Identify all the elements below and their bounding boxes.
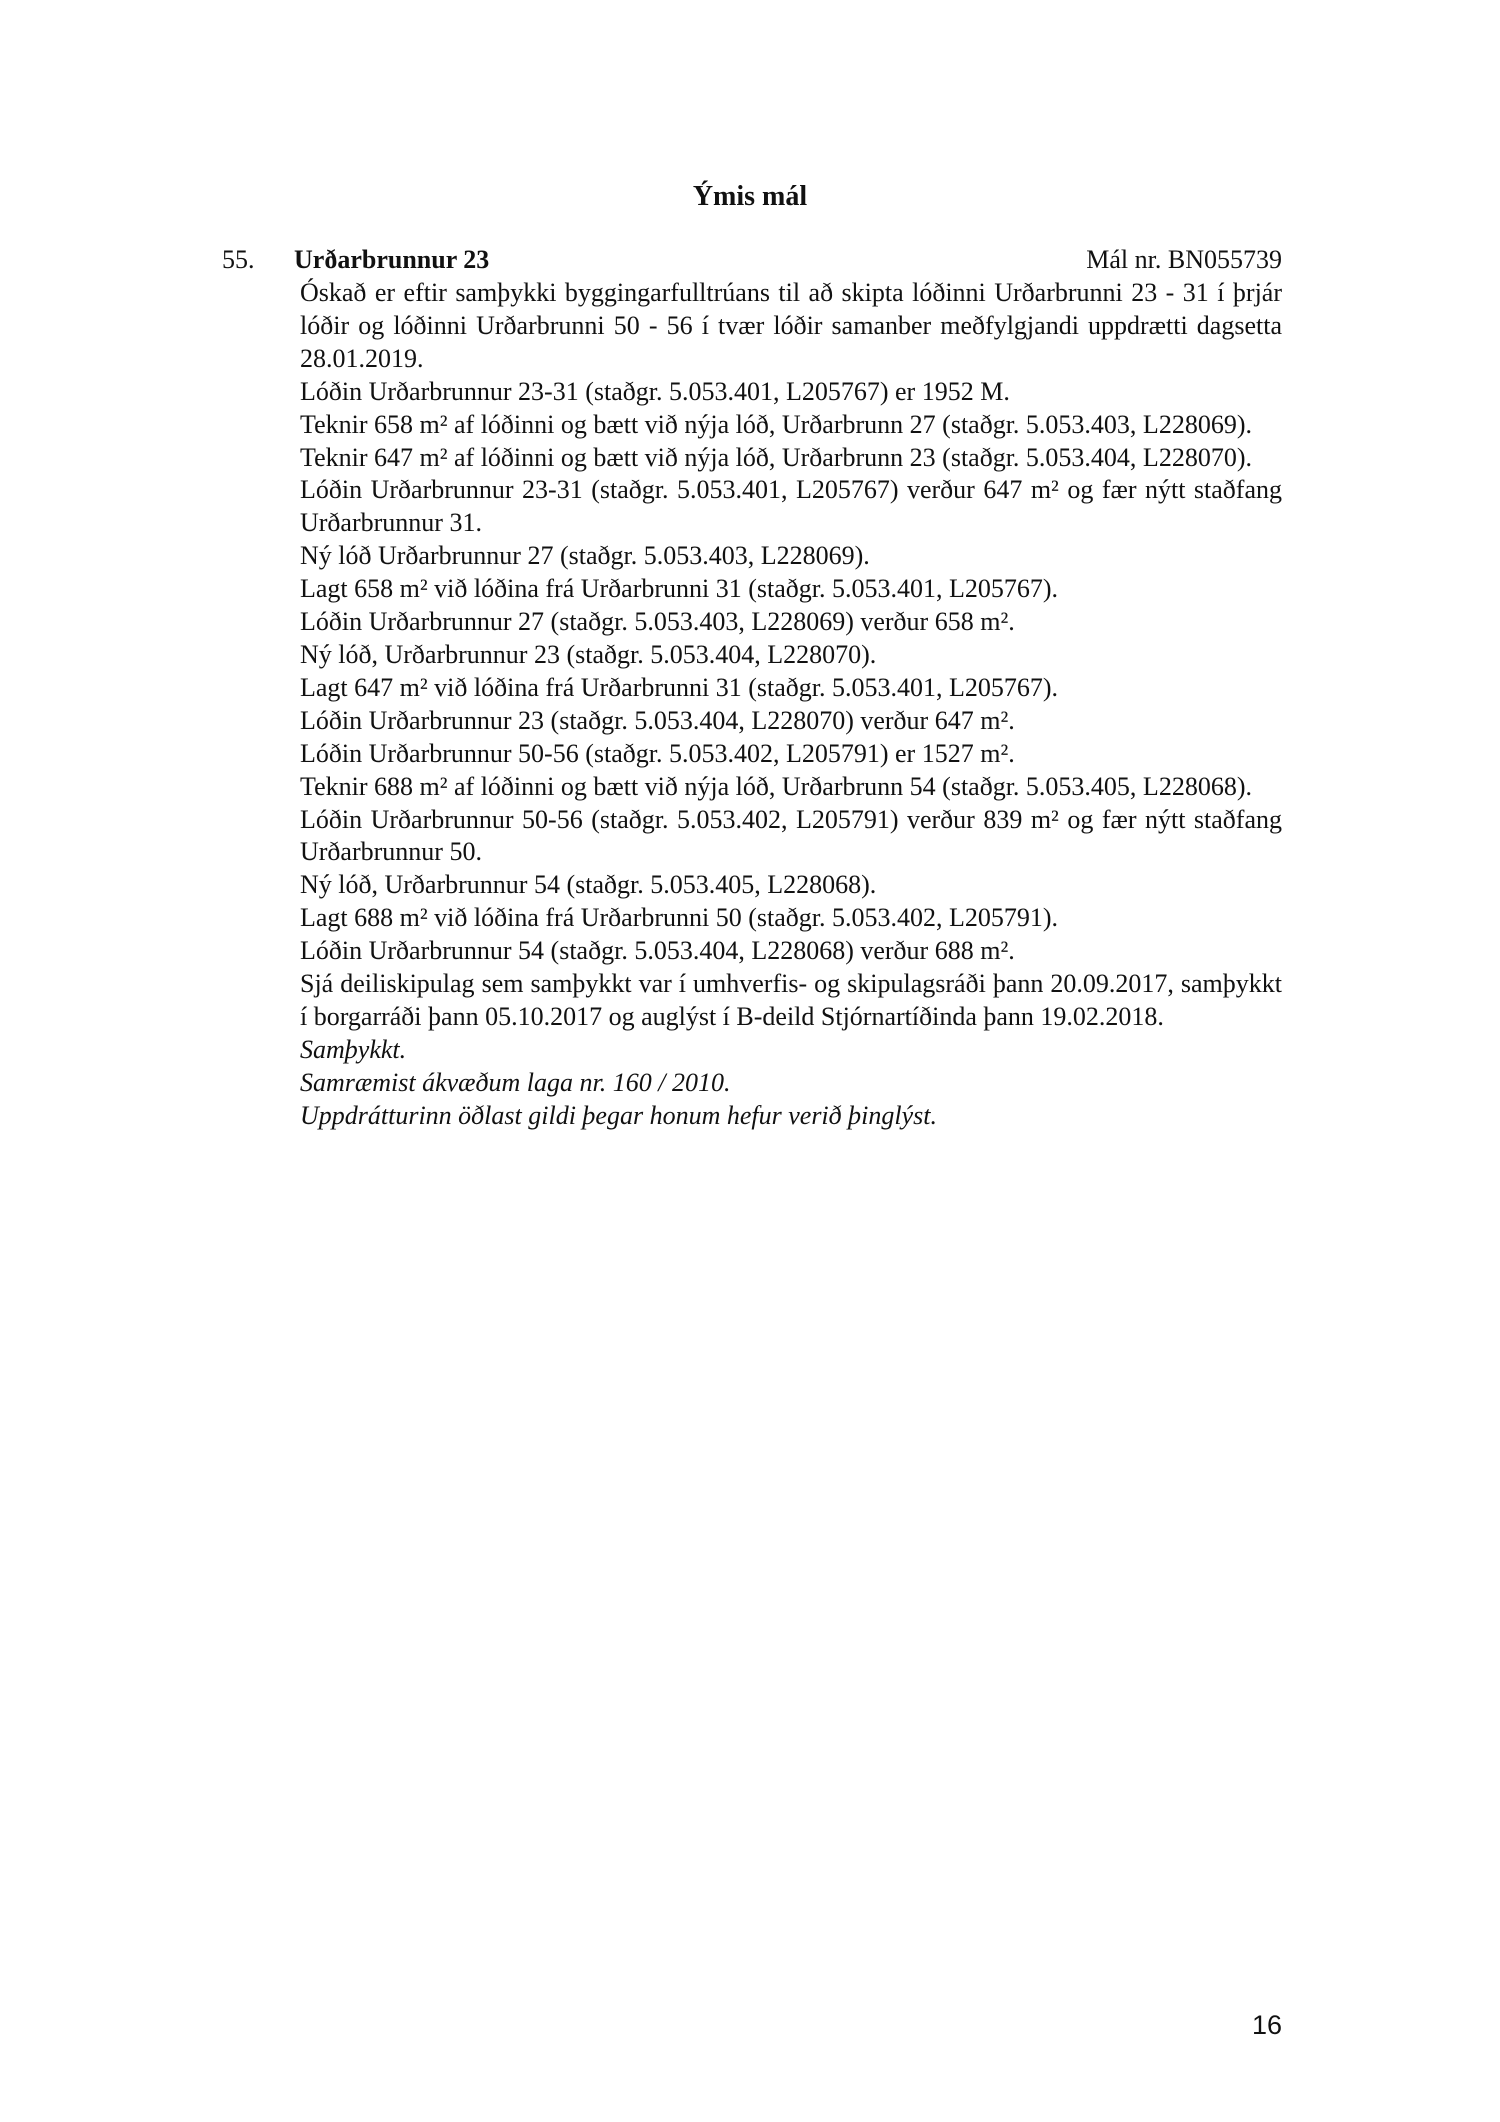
plot-line: Lóðin Urðarbrunnur 27 (staðgr. 5.053.403, L228069) verður 658 m². bbox=[300, 607, 1015, 637]
plot-line: Lóðin Urðarbrunnur 50-56 (staðgr. 5.053.402, L205791) verður 839 m² og fær nýtt staðfang Urðarbrunnur 50. bbox=[300, 804, 1282, 867]
case-number: Mál nr. BN055739 bbox=[1086, 245, 1282, 274]
plot-line: Lóðin Urðarbrunnur 23 (staðgr. 5.053.404, L228070) verður 647 m². bbox=[300, 705, 1015, 735]
plot-line: Ný lóð Urðarbrunnur 27 (staðgr. 5.053.403, L228069). bbox=[300, 541, 870, 571]
plot-line: Lóðin Urðarbrunnur 23-31 (staðgr. 5.053.401, L205767) verður 647 m² og fær nýtt staðfang Urðarbrunnur 31. bbox=[300, 475, 1282, 538]
plot-line: Ný lóð, Urðarbrunnur 23 (staðgr. 5.053.404, L228070). bbox=[300, 639, 877, 669]
plot-line: Lóðin Urðarbrunnur 50-56 (staðgr. 5.053.402, L205791) er 1527 m². bbox=[300, 738, 1015, 768]
decision-approved: Samþykkt. bbox=[300, 1034, 407, 1064]
plot-line: Ný lóð, Urðarbrunnur 54 (staðgr. 5.053.405, L228068). bbox=[300, 870, 877, 900]
page-number: 16 bbox=[1251, 2010, 1282, 2040]
decision-registration-note: Uppdrátturinn öðlast gildi þegar honum hefur verið þinglýst. bbox=[300, 1100, 937, 1130]
zoning-reference: Sjá deiliskipulag sem samþykkt var í umhverfis- og skipulagsráði þann 20.09.2017, samþykkt í borgarráði þann 05.10.2017 og auglýst í B-deild Stjórnartíðinda þann 19.02.2018. bbox=[300, 969, 1282, 1031]
decision-law-reference: Samræmist ákvæðum laga nr. 160 / 2010. bbox=[300, 1067, 731, 1097]
plot-line: Lagt 658 m² við lóðina frá Urðarbrunni 31 (staðgr. 5.053.401, L205767). bbox=[300, 574, 1059, 604]
item-number: 55. bbox=[222, 245, 255, 274]
item-title: Urðarbrunnur 23 bbox=[294, 245, 490, 274]
item-body bbox=[300, 277, 1282, 1133]
request-paragraph: Óskað er eftir samþykki byggingarfulltrúans til að skipta lóðinni Urðarbrunni 23 - 31 í þrjár lóðir og lóðinni Urðarbrunni 50 - 56 í tvær lóðir samanber meðfylgjandi uppdrætti dagsetta 28.01.2019. bbox=[300, 278, 1282, 373]
item-header bbox=[222, 243, 1282, 277]
plot-line: Lagt 688 m² við lóðina frá Urðarbrunni 50 (staðgr. 5.053.402, L205791). bbox=[300, 903, 1059, 933]
plot-line: Teknir 688 m² af lóðinni og bætt við nýja lóð, Urðarbrunn 54 (staðgr. 5.053.405, L228068). bbox=[300, 771, 1252, 801]
section-title: Ýmis mál bbox=[692, 181, 808, 212]
plot-line: Lóðin Urðarbrunnur 54 (staðgr. 5.053.404, L228068) verður 688 m². bbox=[300, 936, 1015, 966]
plot-line: Lóðin Urðarbrunnur 23-31 (staðgr. 5.053.401, L205767) er 1952 M. bbox=[300, 376, 1010, 406]
plot-line: Teknir 647 m² af lóðinni og bætt við nýja lóð, Urðarbrunn 23 (staðgr. 5.053.404, L228070). bbox=[300, 442, 1252, 472]
plot-line: Lagt 647 m² við lóðina frá Urðarbrunni 31 (staðgr. 5.053.401, L205767). bbox=[300, 672, 1059, 702]
plot-line: Teknir 658 m² af lóðinni og bætt við nýja lóð, Urðarbrunn 27 (staðgr. 5.053.403, L228069). bbox=[300, 409, 1252, 439]
